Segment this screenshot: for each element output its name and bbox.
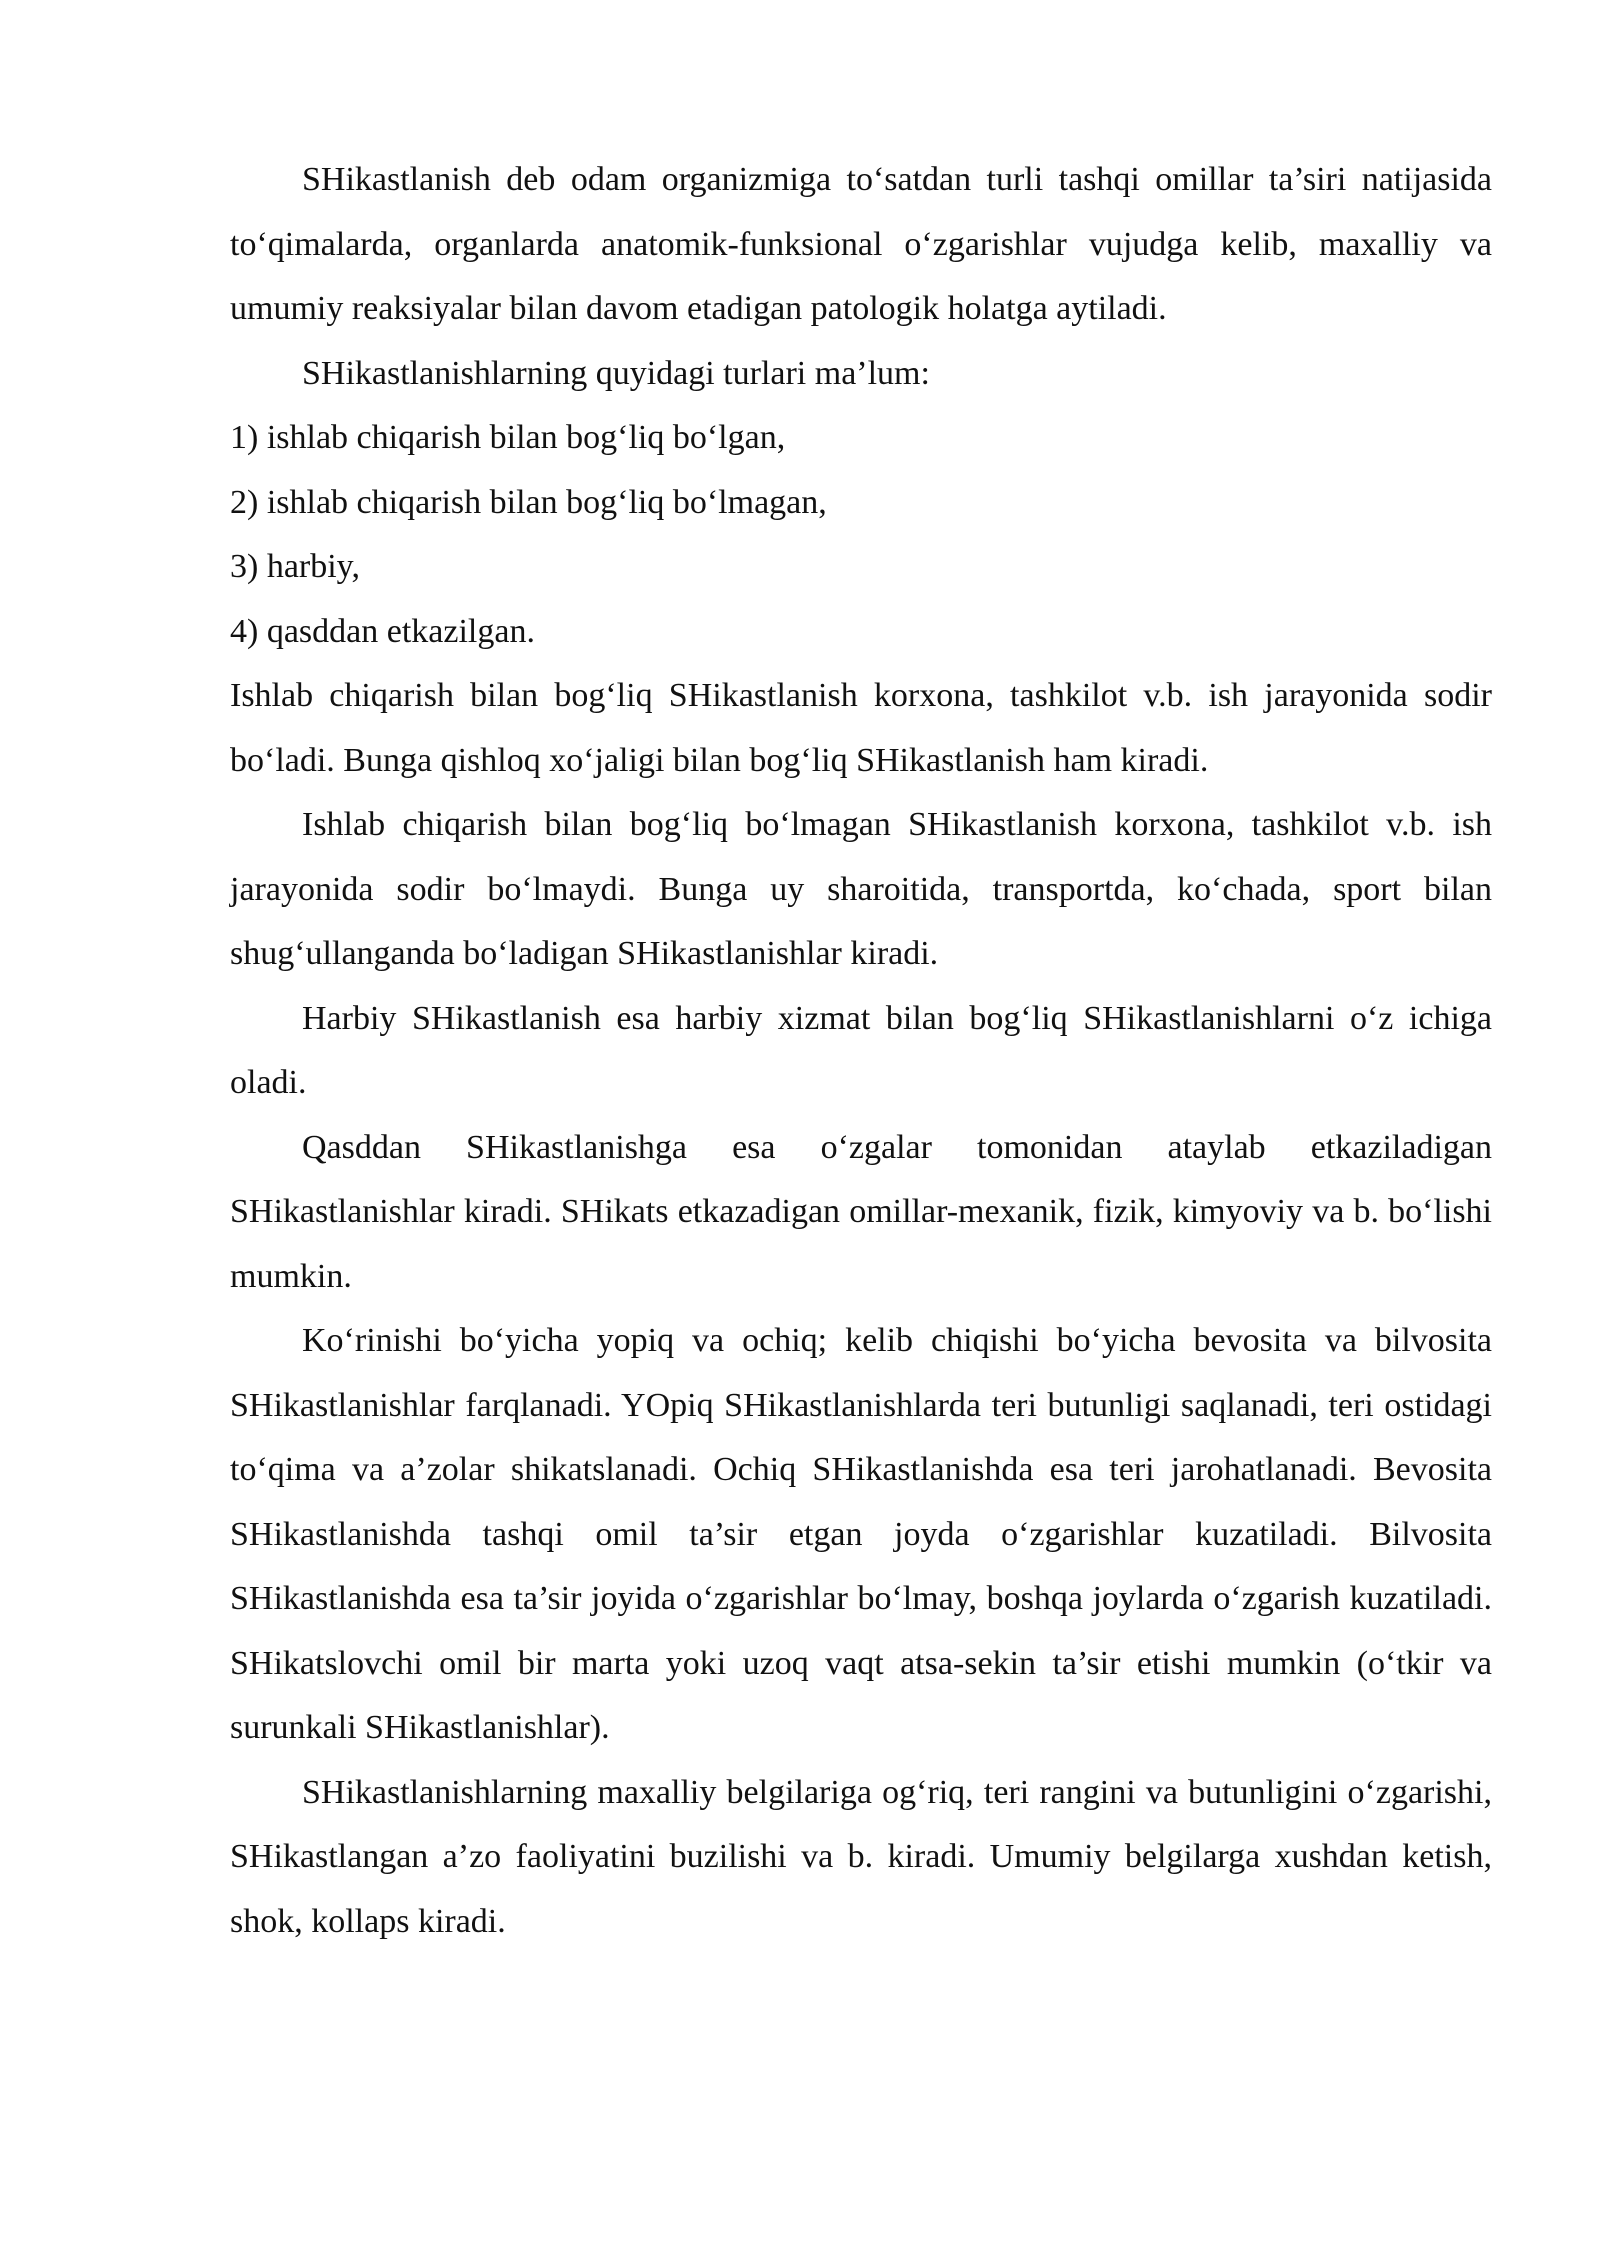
list-item-2: 2) ishlab chiqarish bilan bog‘liq bo‘lmagan,: [230, 483, 827, 521]
paragraph-industrial: Ishlab chiqarish bilan bog‘liq SHikastlanish korxona, tashkilot v.b. ish jarayonida sodir bo‘ladi. Bunga qishloq xo‘jaligi bilan bog‘liq SHikastlanish ham kiradi.: [230, 677, 1492, 779]
paragraph-types-intro: SHikastlanishlarning quyidagi turlari ma’lum:: [302, 354, 930, 392]
paragraph-signs: SHikastlanishlarning maxalliy belgilariga og‘riq, teri rangini va butunligini o‘zgarishi, SHikastlangan a’zo faoliyatini buzilishi va b. kiradi. Umumiy belgilarga xushdan ketish, shok, kollaps kiradi.: [230, 1773, 1492, 1940]
paragraph-non-industrial: Ishlab chiqarish bilan bog‘liq bo‘lmagan SHikastlanish korxona, tashkilot v.b. ish jarayonida sodir bo‘lmaydi. Bunga uy sharoitida, transportda, ko‘chada, sport bilan shug‘ullanganda bo‘ladigan SHikastlanishlar kiradi.: [230, 806, 1492, 972]
list-item-4: 4) qasddan etkazilgan.: [230, 612, 535, 650]
paragraph-intentional: Qasddan SHikastlanishga esa o‘zgalar tomonidan ataylab etkaziladigan SHikastlanishlar kiradi. SHikats etkazadigan omillar-mexanik, fizik, kimyoviy va b. bo‘lishi mumkin.: [230, 1128, 1492, 1295]
paragraph-classification: Ko‘rinishi bo‘yicha yopiq va ochiq; kelib chiqishi bo‘yicha bevosita va bilvosita SHikastlanishlar farqlanadi. YOpiq SHikastlanishlarda teri butunligi saqlanadi, teri ostidagi to‘qima va a’zolar shikatslanadi. Ochiq SHikastlanishda esa teri jarohatlanadi. Bevosita SHikastlanishda tashqi omil ta’sir etgan joyda o‘zgarishlar kuzatiladi. Bilvosita SHikastlanishda esa ta’sir joyida o‘zgarishlar bo‘lmay, boshqa joylarda o‘zgarish kuzatiladi. SHikatslovchi omil bir marta yoki uzoq vaqt atsa-sekin ta’sir etishi mumkin (o‘tkir va surunkali SHikastlanishlar).: [230, 1322, 1492, 1746]
list-item-1: 1) ishlab chiqarish bilan bog‘liq bo‘lgan,: [230, 419, 786, 456]
document-page: [230, 148, 1492, 1954]
list-item-3: 3) harbiy,: [230, 548, 360, 585]
paragraph-military: Harbiy SHikastlanish esa harbiy xizmat bilan bog‘liq SHikastlanishlarni o‘z ichiga oladi.: [230, 999, 1492, 1101]
paragraph-definition: SHikastlanish deb odam organizmiga to‘satdan turli tashqi omillar ta’siri natijasida to‘qimalarda, organlarda anatomik-funksional o‘zgarishlar vujudga kelib, maxalliy va umumiy reaksiyalar bilan davom etadigan patologik holatga aytiladi.: [230, 161, 1492, 327]
